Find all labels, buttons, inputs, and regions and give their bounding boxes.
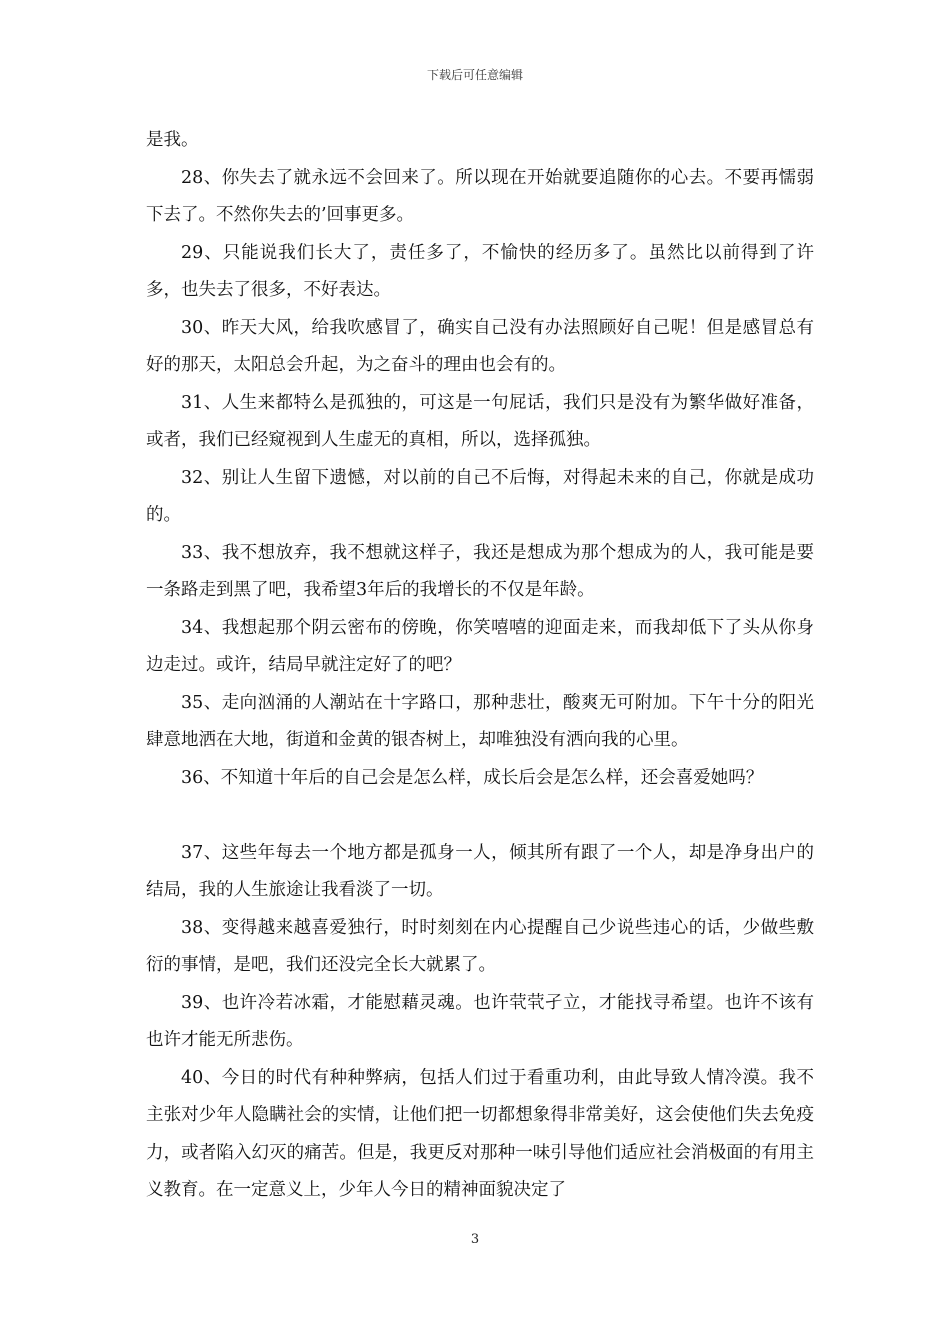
paragraph-30: 30、昨天大风，给我吹感冒了，确实自己没有办法照顾好自己呢！但是感冒总有好的那天，太阳总会升起，为之奋斗的理由也会有的。 [146,317,814,375]
paragraph-32: 32、别让人生留下遗憾，对以前的自己不后悔，对得起未来的自己，你就是成功的。 [146,467,814,525]
body-text [146,122,814,1210]
page-header: 下载后可任意编辑 [426,68,523,82]
paragraph-36: 36、不知道十年后的自己会是怎么样，成长后会是怎么样，还会喜爱她吗？ [181,767,764,788]
paragraph-31: 31、人生来都特么是孤独的，可这是一句屁话，我们只是没有为繁华做好准备，或者，我们已经窥视到人生虚无的真相，所以，选择孤独。 [146,392,814,450]
paragraph-35: 35、走向汹涌的人潮站在十字路口，那种悲壮，酸爽无可附加。下午十分的阳光肆意地洒在大地，街道和金黄的银杏树上，却唯独没有洒向我的心里。 [146,692,814,750]
paragraph-38: 38、变得越来越喜爱独行，时时刻刻在内心提醒自己少说些违心的话，少做些敷衍的事情，是吧，我们还没完全长大就累了。 [146,917,814,975]
paragraph-28: 28、你失去了就永远不会回来了。所以现在开始就要追随你的心去。不要再懦弱下去了。不然你失去的’回事更多。 [146,167,814,225]
paragraph-40: 40、今日的时代有种种弊病，包括人们过于看重功利，由此导致人情冷漠。我不主张对少年人隐瞒社会的实情，让他们把一切都想象得非常美好，这会使他们失去免疫力，或者陷入幻灭的痛苦。但是，我更反对那种一味引导他们适应社会消极面的有用主义教育。在一定意义上，少年人今日的精神面貌决定了 [146,1067,814,1200]
paragraph-continuation: 是我。 [146,130,199,150]
paragraph-29: 29、只能说我们长大了，责任多了，不愉快的经历多了。虽然比以前得到了许多，也失去了很多，不好表达。 [146,242,814,300]
paragraph-37: 37、这些年每去一个地方都是孤身一人，倾其所有跟了一个人，却是净身出户的结局，我的人生旅途让我看淡了一切。 [146,842,814,900]
paragraph-39: 39、也许冷若冰霜，才能慰藉灵魂。也许茕茕孑立，才能找寻希望。也许不该有也许才能无所悲伤。 [146,992,814,1050]
paragraph-33: 33、我不想放弃，我不想就这样子，我还是想成为那个想成为的人，我可能是要一条路走到黑了吧，我希望3年后的我增长的不仅是年龄。 [146,542,814,600]
page-number: 3 [470,1232,480,1247]
paragraph-34: 34、我想起那个阴云密布的傍晚，你笑嘻嘻的迎面走来，而我却低下了头从你身边走过。或许，结局早就注定好了的吧？ [146,617,814,675]
